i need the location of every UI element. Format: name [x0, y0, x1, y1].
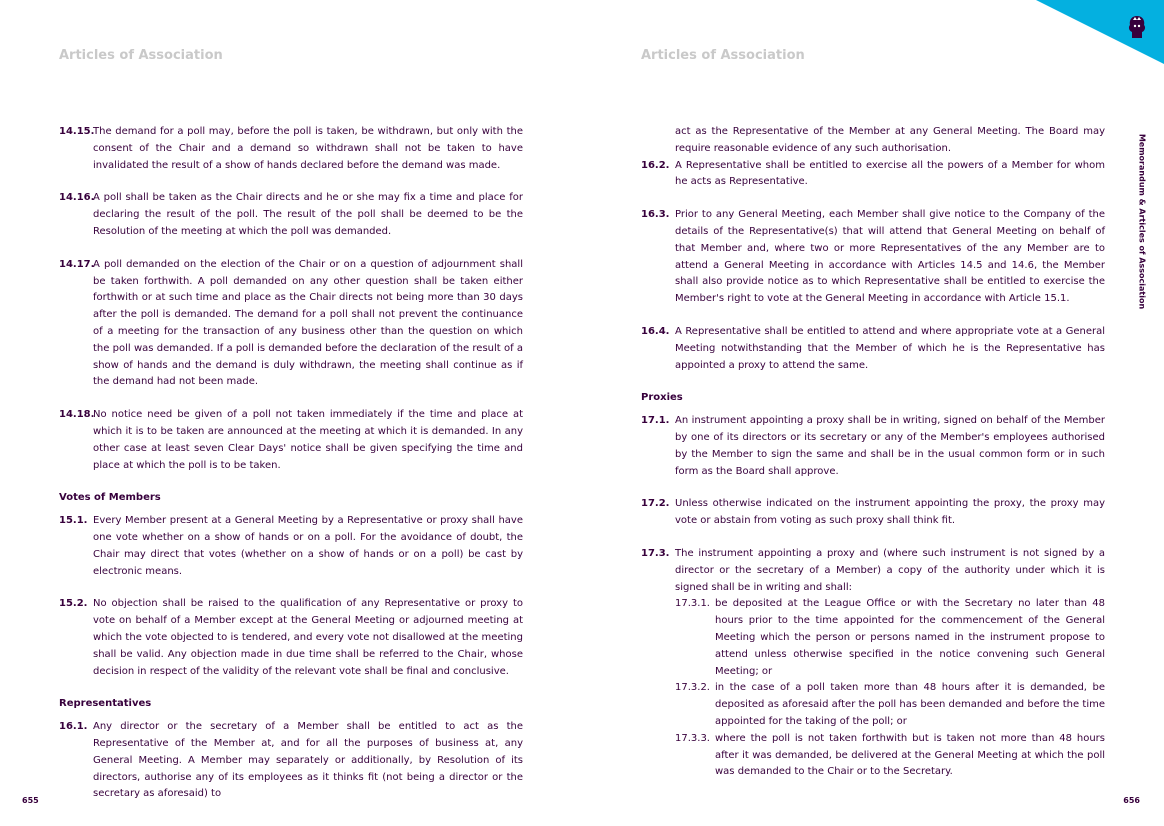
clause	[641, 496, 1105, 530]
section-heading-proxies: Proxies	[641, 392, 683, 404]
subclause-number: 17.3.3.	[675, 732, 710, 744]
clause-text: No notice need be given of a poll not taken immediately if the time and place at which it is to be taken are announced at the meeting at which it is demanded. In any other case at least seven Clear Days' notice shall be given specifying the time and place at which the poll is to be taken.	[93, 409, 523, 471]
clause	[59, 719, 523, 803]
clause-text: Prior to any General Meeting, each Member shall give notice to the Company of the details of the Representative(s) that will attend that General Meeting on behalf of that Member and, where two or more Representatives of the any Member are to attend a General Meeting in accordance with Articles 14.5 and 14.6, the Member shall also provide notice as to which Representative shall be entitled to exercise the Member's right to vote at the General Meeting in accordance with Article 15.1.	[675, 209, 1105, 305]
clause-number: 14.15.	[59, 126, 95, 137]
clause-number: 16.4.	[641, 325, 670, 337]
subclause-text: be deposited at the League Office or with the Secretary no later than 48 hours prior to the time appointed for the commencement of the General Meeting which the person or persons named in the instrument propose to attend unless otherwise specified in the notice convening such General Meeting; or	[715, 598, 1105, 677]
clause-text: Any director or the secretary of a Member shall be entitled to act as the Representative of the Member at, and for all the purposes of business at, any General Meeting. A Member may separately or additionally, by Resolution of its directors, authorise any of its employees as it thinks fit (not being a director or the secretary as aforesaid) to	[93, 721, 523, 800]
clause-number: 16.2.	[641, 159, 670, 171]
left-column	[59, 124, 523, 803]
clause	[641, 207, 1105, 308]
clause-number: 16.3.	[641, 209, 670, 221]
clause-text: A Representative shall be entitled to attend and where appropriate vote at a General Meeting notwithstanding that the Member of which he is the Representative has appointed a proxy to attend the same.	[675, 325, 1105, 371]
subclause-text: where the poll is not taken forthwith but is taken not more than 48 hours after it was demanded, be delivered at the General Meeting at which the poll was demanded to the Chair or to the Secretary.	[715, 732, 1105, 778]
clause-number: 14.16.	[59, 192, 95, 204]
clause-text: A Representative shall be entitled to exercise all the powers of a Member for whom he acts as Representative.	[675, 159, 1105, 188]
side-tab	[1132, 124, 1146, 324]
page-number: 656	[1123, 796, 1140, 805]
clause	[641, 546, 1105, 596]
clause-text: No objection shall be raised to the qualification of any Representative or proxy to vote on behalf of a Member except at the General Meeting or adjourned meeting at which the vote objected to is tendered, and every vote not disallowed at the meeting shall be valid. Any objection made in due time shall be referred to the Chair, whose decision in respect of the validity of the relevant vote shall be final and conclusive.	[93, 598, 523, 677]
clause	[641, 324, 1105, 374]
clause-text: The instrument appointing a proxy and (where such instrument is not signed by a director or the secretary of a Member) a copy of the authority under which it is signed shall be in writing and shall:	[675, 547, 1105, 593]
clause-text: The demand for a poll may, before the poll is taken, be withdrawn, but only with the consent of the Chair and a demand so withdrawn shall not be taken to have invalidated the result of a show of hands declared before the demand was made.	[93, 126, 523, 171]
section-heading-representatives: Representatives	[59, 698, 152, 710]
right-column	[641, 124, 1105, 781]
clause	[641, 413, 1105, 480]
clause-number: 17.1.	[641, 415, 670, 427]
clause-number: 17.3.	[641, 547, 670, 559]
subclause-number: 17.3.1.	[675, 598, 710, 610]
clause-continuation	[641, 124, 1105, 158]
clause-text: Unless otherwise indicated on the instrument appointing the proxy, the proxy may vote or abstain from voting as such proxy shall think fit.	[675, 498, 1105, 527]
clause	[59, 257, 523, 391]
subclause	[675, 680, 1105, 730]
clause-text: A poll shall be taken as the Chair directs and he or she may fix a time and place for declaring the result of the poll. The result of the poll shall be deemed to be the Resolution of the meeting at which the poll was demanded.	[93, 192, 523, 237]
clause-number: 14.17.	[59, 258, 95, 270]
clause-text: A poll demanded on the election of the Chair or on a question of adjournment shall be taken forthwith. A poll demanded on any other question shall be taken either forthwith or at such time and place as the Chair directs not being more than 30 days after the poll is demanded. The demand for a poll shall not prevent the continuance of a meeting for the transaction of any business other than the question on which the poll was demanded. If a poll is demanded before the declaration of the result of a show of hands and the demand is duly withdrawn, the meeting shall continue as if the demand had not been made.	[93, 258, 523, 388]
clause	[59, 596, 523, 680]
clause	[59, 407, 523, 474]
side-tab-label: Memorandum & Articles of Association	[1137, 133, 1147, 310]
clause-text: An instrument appointing a proxy shall be in writing, signed on behalf of the Member by one of its directors or its secretary or any of the Member's employees authorised by the Member to sign the same and shall be in the usual common form or in such form as the Board shall approve.	[675, 415, 1105, 477]
clause	[59, 124, 523, 174]
clause-number: 14.18.	[59, 409, 95, 421]
right-page	[582, 0, 1164, 826]
clause	[59, 190, 523, 240]
clause-number: 15.2.	[59, 598, 88, 610]
clause-text: act as the Representative of the Member at any General Meeting. The Board may require reasonable evidence of any such authorisation.	[675, 126, 1105, 154]
page-number: 655	[22, 796, 39, 805]
running-head: Articles of Association	[59, 48, 223, 63]
subclause-text: in the case of a poll taken more than 48 hours after it is demanded, be deposited as aforesaid after the poll has been demanded and before the time appointed for the taking of the poll; or	[715, 682, 1105, 727]
subclause-number: 17.3.2.	[675, 682, 710, 694]
clause	[641, 158, 1105, 192]
clause-number: 15.1.	[59, 515, 88, 527]
clause-text: Every Member present at a General Meeting by a Representative or proxy shall have one vote whether on a show of hands or on a poll. For the avoidance of doubt, the Chair may direct that votes (whether on a show of hands or on a poll) be cast by electronic means.	[93, 515, 523, 577]
running-head: Articles of Association	[641, 48, 805, 63]
subclause	[675, 731, 1105, 781]
section-heading-votes: Votes of Members	[59, 492, 161, 504]
subclause	[675, 596, 1105, 680]
clause	[59, 513, 523, 580]
clause-number: 16.1.	[59, 721, 88, 733]
clause-number: 17.2.	[641, 498, 670, 510]
